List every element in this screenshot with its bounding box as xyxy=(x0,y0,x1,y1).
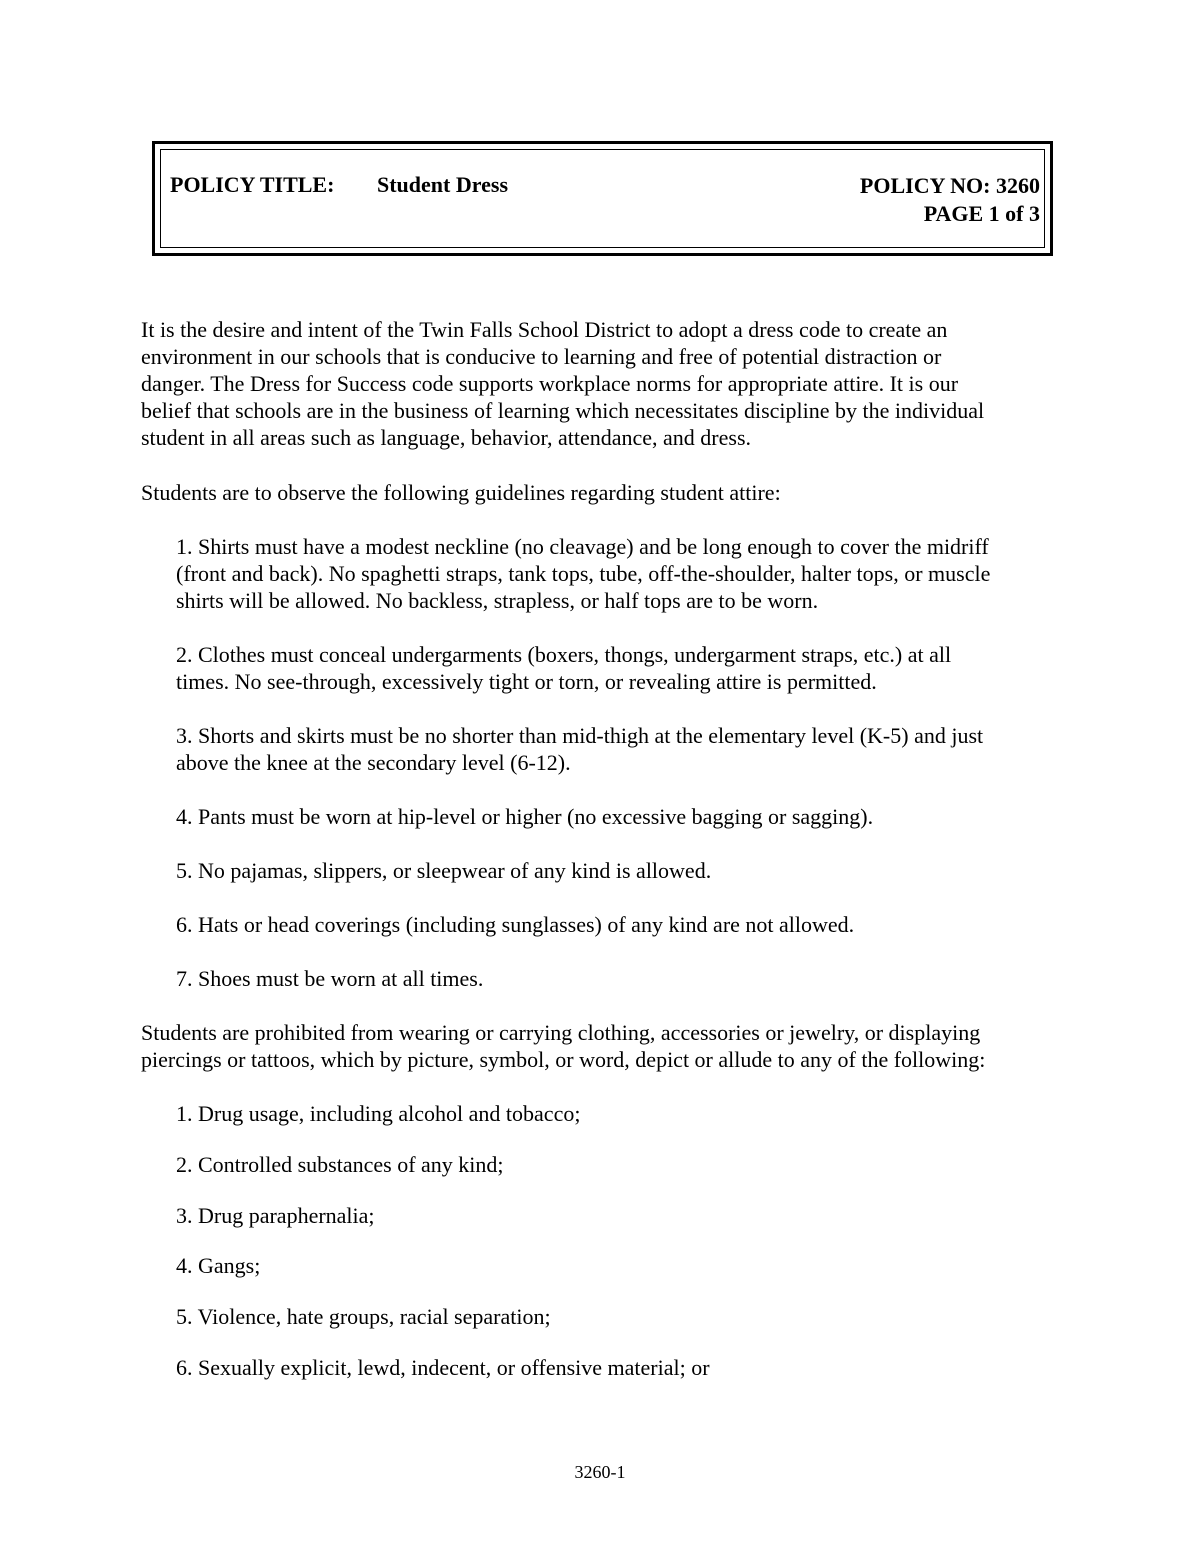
prohibited-item: 3. Drug paraphernalia; xyxy=(176,1203,375,1228)
guideline-item-line: times. No see-through, excessively tight or torn, or revealing attire is permitted. xyxy=(176,669,877,694)
intro-line: It is the desire and intent of the Twin Falls School District to adopt a dress code to create an xyxy=(141,317,948,342)
prohibited-intro-line: Students are prohibited from wearing or carrying clothing, accessories or jewelry, or displaying xyxy=(141,1020,981,1045)
guideline-item-line: 7. Shoes must be worn at all times. xyxy=(176,966,484,991)
guideline-item-line: 5. No pajamas, slippers, or sleepwear of any kind is allowed. xyxy=(176,858,712,883)
page-indicator: PAGE 1 of 3 xyxy=(923,201,1040,226)
prohibited-item: 4. Gangs; xyxy=(176,1253,261,1278)
prohibited-item: 6. Sexually explicit, lewd, indecent, or offensive material; or xyxy=(176,1355,710,1380)
prohibited-item: 5. Violence, hate groups, racial separation; xyxy=(176,1304,551,1329)
guideline-item-line: (front and back). No spaghetti straps, tank tops, tube, off-the-shoulder, halter tops, or muscle xyxy=(176,561,991,586)
policy-number: POLICY NO: 3260 xyxy=(859,173,1040,198)
policy-title-value: Student Dress xyxy=(377,172,509,197)
policy-title-label: POLICY TITLE: xyxy=(170,172,335,197)
policy-title-row xyxy=(170,172,508,198)
intro-line: danger. The Dress for Success code supports workplace norms for appropriate attire. It is our xyxy=(141,371,959,396)
guideline-item-line: 6. Hats or head coverings (including sunglasses) of any kind are not allowed. xyxy=(176,912,855,937)
page-footer-number: 3260-1 xyxy=(574,1462,626,1482)
prohibited-intro-line: piercings or tattoos, which by picture, symbol, or word, depict or allude to any of the following: xyxy=(141,1047,986,1072)
guideline-item-line: 4. Pants must be worn at hip-level or higher (no excessive bagging or sagging). xyxy=(176,804,874,829)
prohibited-item: 1. Drug usage, including alcohol and tobacco; xyxy=(176,1101,581,1126)
guideline-item-line: 2. Clothes must conceal undergarments (boxers, thongs, undergarment straps, etc.) at all xyxy=(176,642,952,667)
guideline-item-line: 3. Shorts and skirts must be no shorter than mid-thigh at the elementary level (K-5) and just xyxy=(176,723,984,748)
guideline-item-line: shirts will be allowed. No backless, strapless, or half tops are to be worn. xyxy=(176,588,819,613)
guideline-item-line: 1. Shirts must have a modest neckline (no cleavage) and be long enough to cover the midriff xyxy=(176,534,989,559)
intro-line: student in all areas such as language, behavior, attendance, and dress. xyxy=(141,425,752,450)
intro-line: environment in our schools that is conducive to learning and free of potential distraction or xyxy=(141,344,942,369)
policy-number-block xyxy=(860,172,1040,228)
prohibited-item: 2. Controlled substances of any kind; xyxy=(176,1152,504,1177)
guideline-item-line: above the knee at the secondary level (6-12). xyxy=(176,750,571,775)
policy-header-box xyxy=(152,141,1053,256)
intro-line: belief that schools are in the business of learning which necessitates discipline by the individual xyxy=(141,398,985,423)
guidelines-intro: Students are to observe the following guidelines regarding student attire: xyxy=(141,480,781,505)
policy-header-inner-border xyxy=(160,149,1045,248)
